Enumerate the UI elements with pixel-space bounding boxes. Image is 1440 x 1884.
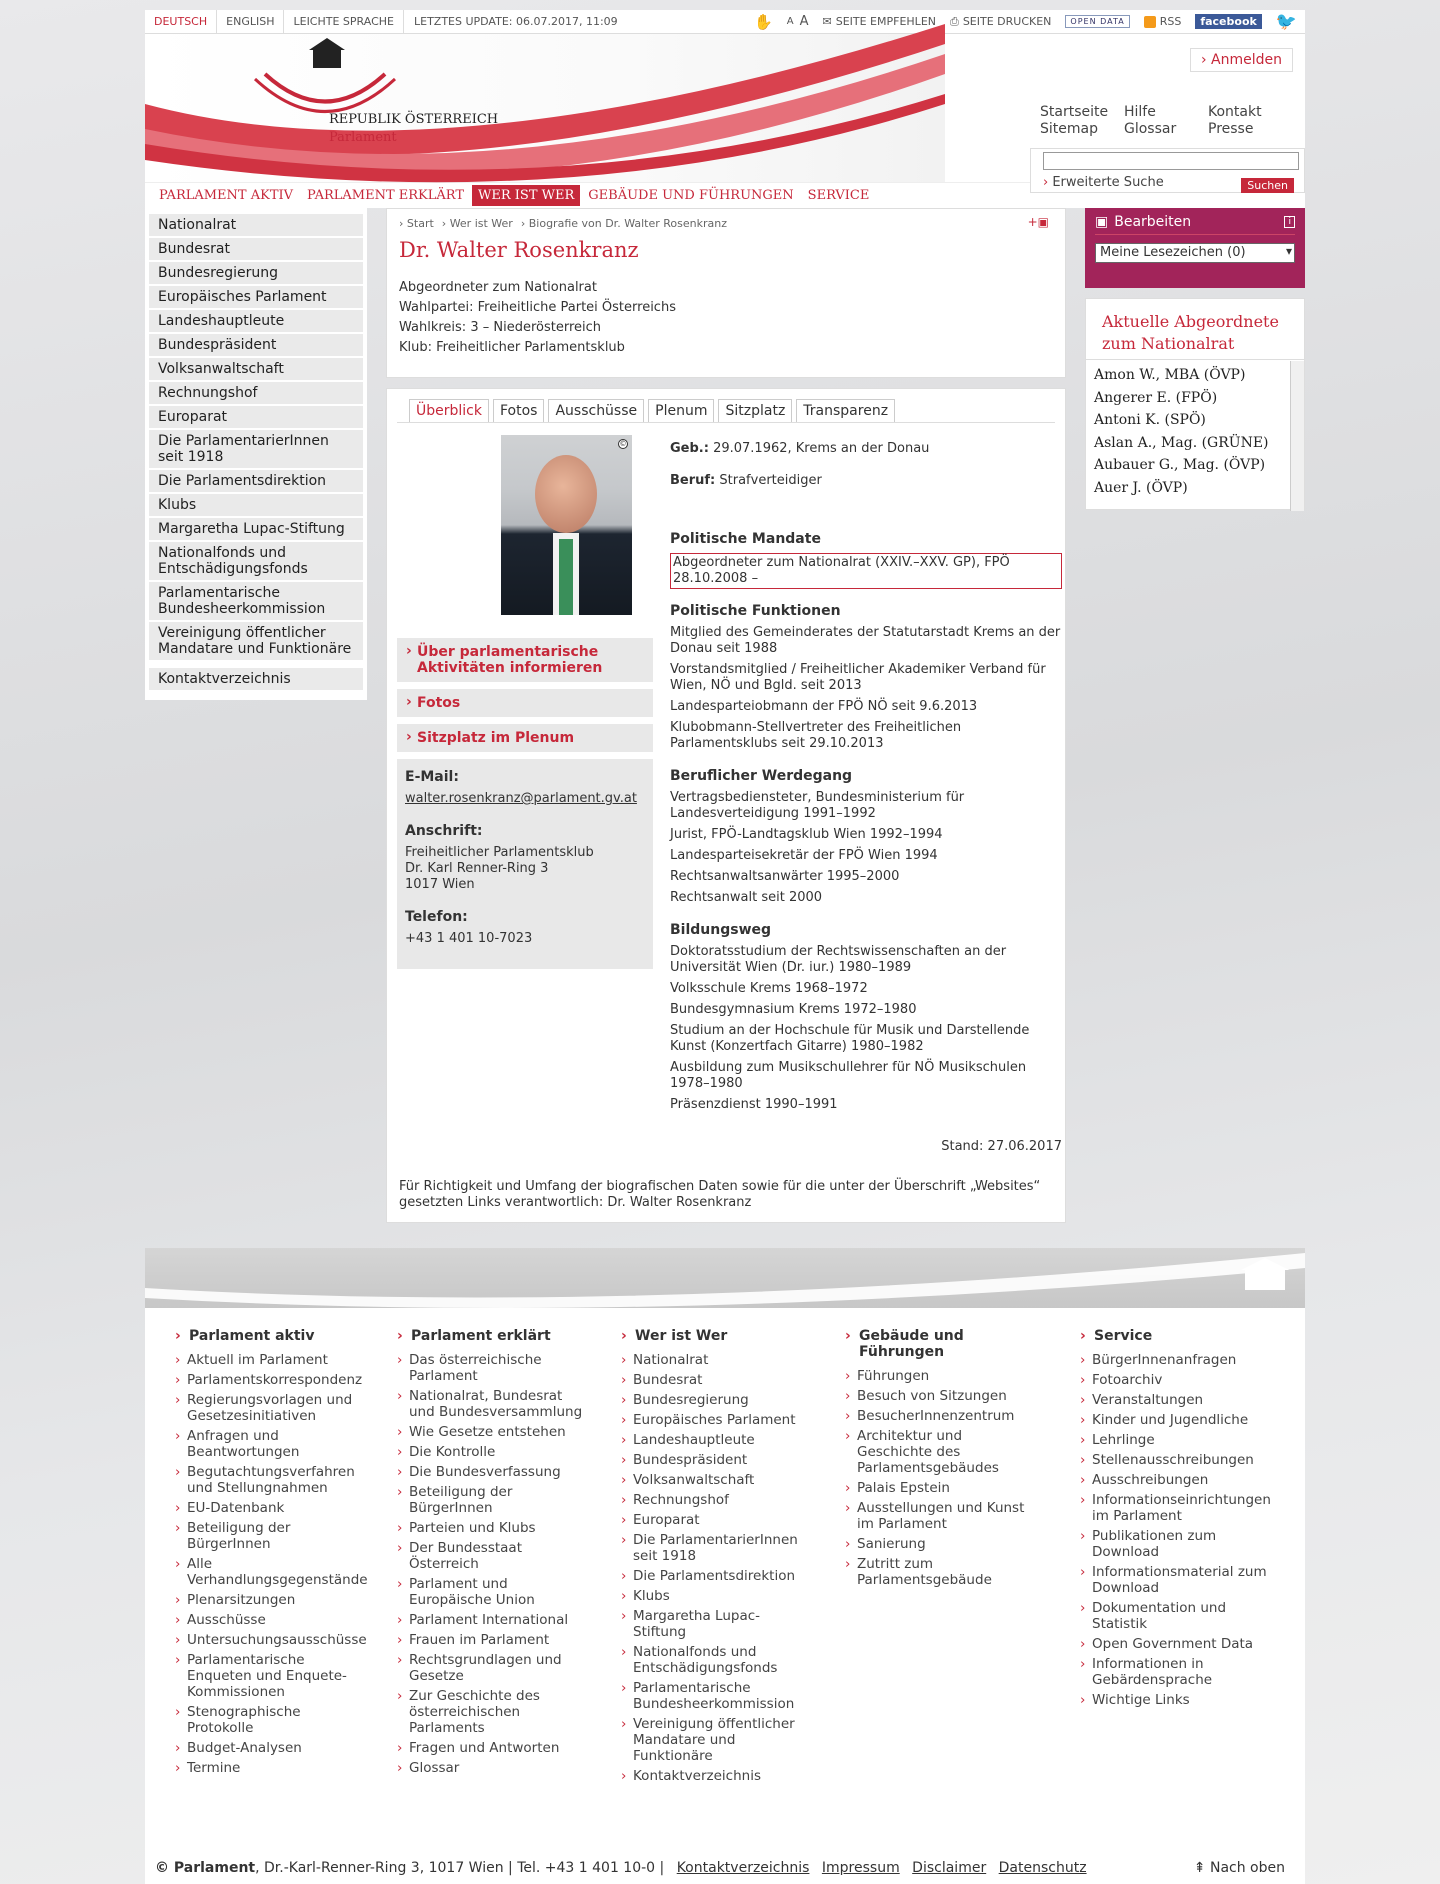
functions-heading: Politische Funktionen	[670, 603, 841, 619]
profile-tabs	[397, 389, 1055, 423]
nav-service[interactable]: SERVICE	[807, 188, 870, 203]
footer-link[interactable]: › Frauen im Parlament	[397, 1632, 587, 1648]
footer-link[interactable]: › Stenographische Protokolle	[175, 1704, 365, 1736]
footer-link[interactable]: › Parlament und Europäische Union	[397, 1576, 587, 1608]
breadcrumb-current: › Biografie von Dr. Walter Rosenkranz	[520, 217, 727, 230]
sidebar-item-nationalrat[interactable]: Nationalrat	[149, 214, 363, 236]
email-link[interactable]	[405, 791, 645, 807]
footer-link[interactable]: › Dokumentation und Statistik	[1080, 1600, 1280, 1632]
facebook-link[interactable]: facebook	[1195, 14, 1262, 29]
footer-link[interactable]: › Nationalfonds und Entschädigungsfonds	[621, 1644, 811, 1676]
footer-column-erklaert	[397, 1328, 587, 1780]
sidebar-item-bundesregierung[interactable]: Bundesregierung	[149, 262, 363, 284]
tab-plenum[interactable]: Plenum	[648, 399, 714, 422]
footer-link[interactable]: › Ausschüsse	[175, 1612, 365, 1628]
footer-link[interactable]: › Margaretha Lupac-Stiftung	[621, 1608, 811, 1640]
sidebar	[145, 208, 367, 700]
member-link[interactable]: Amon W., MBA (ÖVP)	[1094, 367, 1246, 383]
sidebar-item-landeshauptleute[interactable]: Landeshauptleute	[149, 310, 363, 332]
footer-link[interactable]: › Publikationen zum Download	[1080, 1528, 1280, 1560]
login-label: Anmelden	[1211, 52, 1282, 68]
advanced-search-link[interactable]: › Erweiterte Suche	[1043, 175, 1164, 190]
footer-link[interactable]: › Die Bundesverfassung	[397, 1464, 587, 1480]
footer-link[interactable]: › Europarat	[621, 1512, 811, 1528]
footer-link[interactable]: › Parlamentarische Enqueten und Enquete-Kommissionen	[175, 1652, 365, 1700]
site-footer	[145, 1248, 1305, 1884]
address-value	[405, 845, 645, 893]
footer-datenschutz-link[interactable]: Datenschutz	[998, 1860, 1087, 1876]
footer-link[interactable]: › Führungen	[845, 1368, 1035, 1384]
footer-disclaimer-link[interactable]: Disclaimer	[912, 1860, 987, 1876]
member-link[interactable]: Antoni K. (SPÖ)	[1094, 412, 1206, 428]
print-icon: ⎙	[950, 14, 959, 28]
breadcrumb	[387, 209, 1065, 230]
footer-link[interactable]: › Informationen in Gebärdensprache	[1080, 1656, 1280, 1688]
rss-link[interactable]	[1144, 15, 1182, 28]
copyright-icon[interactable]: ©	[619, 440, 627, 448]
function-item: Klubobmann-Stellvertreter des Freiheitlichen Parlamentsklubs seit 29.10.2013	[670, 720, 962, 751]
tab-ausschuesse[interactable]: Ausschüsse	[548, 399, 644, 422]
open-data-badge[interactable]: OPEN DATA	[1065, 15, 1129, 28]
footer-heading[interactable]: › Gebäude und Führungen	[845, 1328, 1035, 1360]
sidebar-item-klubs[interactable]: Klubs	[149, 494, 363, 516]
footer-link[interactable]: › Informationsmaterial zum Download	[1080, 1564, 1280, 1596]
sidebar-item-bundespraesident[interactable]: Bundespräsident	[149, 334, 363, 356]
footer-link[interactable]: › Kinder und Jugendliche	[1080, 1412, 1280, 1428]
tab-fotos[interactable]: Fotos	[493, 399, 544, 422]
mail-icon: ✉	[822, 15, 832, 28]
font-large-button[interactable]: A	[799, 14, 809, 29]
right-column	[1085, 208, 1305, 510]
rss-label: RSS	[1159, 15, 1182, 28]
footer-link[interactable]: › Parteien und Klubs	[397, 1520, 587, 1536]
twitter-icon[interactable]: 🐦	[1275, 11, 1297, 32]
footer-heading[interactable]: › Wer ist Wer	[621, 1328, 811, 1344]
seat-link[interactable]: › Sitzplatz im Plenum	[397, 724, 653, 752]
education-item: Studium an der Hochschule für Musik und Darstellende Kunst (Konzertfach Gitarre) 1980–1982	[670, 1023, 1030, 1054]
footer-column-aktiv	[175, 1328, 368, 1780]
footer-column-service	[1080, 1328, 1280, 1712]
email-value: walter.rosenkranz@parlament.gv.at	[405, 791, 637, 806]
sidebar-item-rechnungshof[interactable]: Rechnungshof	[149, 382, 363, 404]
career-item: Jurist, FPÖ-Landtagsklub Wien 1992–1994	[670, 827, 943, 842]
footer-link[interactable]: › Begutachtungsverfahren und Stellungnahmen	[175, 1464, 365, 1496]
footer-link[interactable]: › Bundesrat	[621, 1372, 811, 1388]
current-members-list	[1086, 360, 1304, 503]
footer-link[interactable]: › Ausschreibungen	[1080, 1472, 1280, 1488]
sidebar-item-parlamentsdirektion[interactable]: Die Parlamentsdirektion	[149, 470, 363, 492]
education-heading: Bildungsweg	[670, 922, 772, 938]
info-district: Wahlkreis: 3 – Niederösterreich	[399, 320, 601, 335]
nav-parlament-erklaert[interactable]: PARLAMENT ERKLÄRT	[307, 188, 465, 203]
member-link[interactable]: Angerer E. (FPÖ)	[1094, 389, 1218, 406]
member-link[interactable]: Aubauer G., Mag. (ÖVP)	[1094, 457, 1266, 473]
nav-gebaeude[interactable]: GEBÄUDE UND FÜHRUNGEN	[588, 188, 794, 203]
action-links	[397, 638, 653, 969]
footer-link[interactable]: › Die ParlamentarierInnen seit 1918	[621, 1532, 811, 1564]
footer-column-wer-ist-wer	[621, 1328, 811, 1788]
advanced-search-label: Erweiterte Suche	[1052, 175, 1164, 190]
breadcrumb-wer-ist-wer[interactable]: › Wer ist Wer	[441, 217, 513, 230]
font-small-button[interactable]: A	[786, 16, 794, 27]
footer-link[interactable]: › Fragen und Antworten	[397, 1740, 587, 1756]
footer-link[interactable]: › Parlamentarische Bundesheerkommission	[621, 1680, 811, 1712]
address-line1: Freiheitlicher Parlamentsklub	[405, 845, 594, 860]
footer-link[interactable]: › Parlament International	[397, 1612, 587, 1628]
profile-detail-box	[386, 388, 1066, 1223]
career-item: Rechtsanwalt seit 2000	[670, 890, 823, 905]
footer-link[interactable]: › Vereinigung öffentlicher Mandatare und Funktionäre	[621, 1716, 811, 1764]
footer-link[interactable]: › Die Parlamentsdirektion	[621, 1568, 811, 1584]
footer-link[interactable]: › Alle Verhandlungsgegenstände	[175, 1556, 365, 1588]
footer-link[interactable]: › Bundespräsident	[621, 1452, 811, 1468]
link-kontakt[interactable]: Kontakt	[1208, 104, 1262, 120]
education-item: Bundesgymnasium Krems 1972–1980	[670, 1002, 917, 1017]
sidebar-item-kontaktverzeichnis[interactable]: Kontaktverzeichnis	[149, 668, 363, 690]
footer-link[interactable]: › Die Kontrolle	[397, 1444, 587, 1460]
career-item: Vertragsbediensteter, Bundesministerium für Landesverteidigung 1991–1992	[670, 790, 965, 821]
sidebar-item-nationalfonds[interactable]: Nationalfonds und Entschädigungsfonds	[149, 542, 363, 580]
print-link[interactable]	[950, 15, 1051, 29]
stand-date: Stand: 27.06.2017	[941, 1139, 1062, 1154]
bookmark-add-icon[interactable]: +▣	[1027, 215, 1049, 229]
footer-link[interactable]: › Rechnungshof	[621, 1492, 811, 1508]
tab-sitzplatz[interactable]: Sitzplatz	[718, 399, 792, 422]
sidebar-item-lupac-stiftung[interactable]: Margaretha Lupac-Stiftung	[149, 518, 363, 540]
footer-link[interactable]: › Parlamentskorrespondenz	[175, 1372, 365, 1388]
sidebar-item-parlamentarierinnen[interactable]: Die ParlamentarierInnen seit 1918	[149, 430, 363, 468]
birth-info	[670, 441, 1062, 457]
page-title: Dr. Walter Rosenkranz	[399, 238, 639, 262]
print-label: SEITE DRUCKEN	[962, 15, 1052, 28]
arrow-up-icon: ⇞	[1193, 1860, 1206, 1876]
footer-link[interactable]: › Budget-Analysen	[175, 1740, 365, 1756]
bookmarks-header	[1095, 214, 1295, 235]
copyright-text: , Dr.-Karl-Renner-Ring 3, 1017 Wien | Tel. +43 1 401 10-0 |	[255, 1860, 665, 1876]
contact-box	[397, 759, 653, 969]
lang-leichte-sprache[interactable]: LEICHTE SPRACHE	[284, 10, 404, 34]
bookmarks-box	[1085, 208, 1305, 288]
footer-link[interactable]: › Open Government Data	[1080, 1636, 1280, 1652]
footer-heading[interactable]: › Service	[1080, 1328, 1280, 1344]
footer-link[interactable]: › Anfragen und Beantwortungen	[175, 1428, 365, 1460]
sidebar-item-vereinigung[interactable]: Vereinigung öffentlicher Mandatare und Funktionäre	[149, 622, 363, 660]
header-swoosh-graphic	[145, 34, 945, 182]
back-to-top-link[interactable]	[1194, 1860, 1285, 1876]
function-item: Mitglied des Gemeinderates der Statutarstadt Krems an der Donau seit 1988	[670, 625, 1061, 656]
footer-link[interactable]: › Nationalrat	[621, 1352, 811, 1368]
footer-link[interactable]: › Informationseinrichtungen im Parlament	[1080, 1492, 1280, 1524]
education-item: Ausbildung zum Musikschullehrer für NÖ Musikschulen 1978–1980	[670, 1060, 1027, 1091]
birth-label: Geb.:	[670, 441, 709, 456]
footer-impressum-link[interactable]: Impressum	[821, 1860, 900, 1876]
footer-heading[interactable]: › Parlament aktiv	[175, 1328, 365, 1344]
tab-ueberblick[interactable]: Überblick	[409, 399, 489, 422]
copyright-bold: © Parlament	[155, 1860, 256, 1876]
footer-link[interactable]: › EU-Datenbank	[175, 1500, 365, 1516]
mandate-heading: Politische Mandate	[670, 531, 821, 547]
footer-link[interactable]: › Der Bundesstaat Österreich	[397, 1540, 587, 1572]
profession-info	[670, 473, 1062, 489]
footer-link[interactable]: › BesucherInnenzentrum	[845, 1408, 1035, 1424]
breadcrumb-start-label: Start	[406, 217, 434, 230]
tab-transparenz[interactable]: Transparenz	[796, 399, 895, 422]
footer-link[interactable]: › Termine	[175, 1760, 365, 1776]
footer-link[interactable]: › Bundesregierung	[621, 1392, 811, 1408]
bookmarks-edit[interactable]: Bearbeiten	[1114, 214, 1192, 230]
function-item: Landesparteiobmann der FPÖ NÖ seit 9.6.2013	[670, 699, 978, 714]
info-club: Klub: Freiheitlicher Parlamentsklub	[399, 340, 625, 355]
footer-link[interactable]: › Fotoarchiv	[1080, 1372, 1280, 1388]
footer-link[interactable]: › Klubs	[621, 1588, 811, 1604]
bookmarks-select[interactable]: Meine Lesezeichen (0) ▾	[1095, 243, 1295, 263]
sidebar-item-volksanwaltschaft[interactable]: Volksanwaltschaft	[149, 358, 363, 380]
sidebar-item-bundesheerkommission[interactable]: Parlamentarische Bundesheerkommission	[149, 582, 363, 620]
info-role: Abgeordneter zum Nationalrat	[399, 280, 597, 295]
portrait-face	[535, 455, 597, 533]
brand-line1: REPUBLIK ÖSTERREICH	[329, 112, 499, 127]
search-input[interactable]	[1043, 152, 1299, 170]
portrait-tie	[559, 539, 573, 615]
education-item: Doktoratsstudium der Rechtswissenschaften an der Universität Wien (Dr. iur.) 1980–1989	[670, 944, 1007, 975]
lang-deutsch[interactable]: DEUTSCH	[145, 10, 217, 34]
lang-english[interactable]: ENGLISH	[217, 10, 284, 34]
birth-value: 29.07.1962, Krems an der Donau	[713, 441, 930, 456]
profession-label: Beruf:	[670, 473, 716, 488]
profession-value: Strafverteidiger	[719, 473, 822, 488]
footer-link[interactable]: › Untersuchungsausschüsse	[175, 1632, 365, 1648]
recommend-link[interactable]	[823, 15, 937, 28]
footer-link[interactable]: › Rechtsgrundlagen und Gesetze	[397, 1652, 587, 1684]
members-scrollbar[interactable]	[1290, 361, 1304, 511]
activities-link[interactable]: › Über parlamentarische Aktivitäten informieren	[397, 638, 653, 682]
header-links	[1040, 104, 1292, 137]
footer-bottom	[155, 1860, 1087, 1876]
link-startseite[interactable]: Startseite	[1040, 104, 1109, 120]
footer-link[interactable]: › Wie Gesetze entstehen	[397, 1424, 587, 1440]
sign-language-icon[interactable]: ✋	[754, 12, 773, 31]
search-button[interactable]: Suchen	[1241, 178, 1294, 193]
sidebar-item-eu-parlament[interactable]: Europäisches Parlament	[149, 286, 363, 308]
header-banner	[145, 34, 945, 182]
footer-swoosh-graphic	[145, 1248, 1305, 1308]
footer-heading[interactable]: › Parlament erklärt	[397, 1328, 587, 1344]
breadcrumb-wer-ist-wer-label: Wer ist Wer	[449, 217, 513, 230]
footer-link[interactable]: › Veranstaltungen	[1080, 1392, 1280, 1408]
link-glossar[interactable]: Glossar	[1124, 121, 1177, 137]
biography	[670, 423, 1062, 1155]
last-update: LETZTES UPDATE: 06.07.2017, 11:09	[413, 15, 618, 28]
footer-column-gebaeude	[845, 1328, 1035, 1592]
function-item: Vorstandsmitglied / Freiheitlicher Akademiker Verband für Wien, NÖ und Bgld. seit 2013	[670, 662, 1046, 693]
page-wrapper	[145, 10, 1305, 1210]
nav-wer-ist-wer[interactable]: WER IST WER	[472, 185, 580, 206]
education-item: Präsenzdienst 1990–1991	[670, 1097, 838, 1112]
top-bar	[145, 10, 1305, 34]
breadcrumb-start[interactable]: › Start	[399, 217, 434, 230]
footer-link[interactable]: › Beteiligung der BürgerInnen	[175, 1520, 365, 1552]
footer-link[interactable]: › Besuch von Sitzungen	[845, 1388, 1035, 1404]
footer-link[interactable]: › Glossar	[397, 1760, 587, 1776]
site-header	[145, 34, 1305, 192]
breadcrumb-current-label: Biografie von Dr. Walter Rosenkranz	[528, 217, 727, 230]
footer-link[interactable]: › Architektur und Geschichte des Parlamentsgebäudes	[845, 1428, 1035, 1476]
footer-link[interactable]: › Volksanwaltschaft	[621, 1472, 811, 1488]
rss-icon	[1144, 16, 1156, 28]
footer-link[interactable]: › Zur Geschichte des österreichischen Parlaments	[397, 1688, 587, 1736]
search-box	[1030, 148, 1305, 193]
footer-link[interactable]: › Kontaktverzeichnis	[621, 1768, 811, 1784]
address-line2: Dr. Karl Renner-Ring 3	[405, 861, 549, 876]
login-button[interactable]: › Anmelden	[1190, 48, 1293, 72]
link-sitemap[interactable]: Sitemap	[1040, 121, 1098, 137]
footer-link[interactable]: › Landeshauptleute	[621, 1432, 811, 1448]
footer-link[interactable]: › Palais Epstein	[845, 1480, 1035, 1496]
link-hilfe[interactable]: Hilfe	[1124, 104, 1156, 120]
phone-label: Telefon:	[405, 909, 468, 925]
current-members-box	[1085, 298, 1305, 510]
portrait-photo	[501, 435, 632, 615]
brand-line2: Parlament	[329, 130, 397, 145]
footer-link[interactable]: › Wichtige Links	[1080, 1692, 1280, 1708]
bookmark-icon: ▣	[1095, 214, 1109, 230]
footer-link[interactable]: › Zutritt zum Parlamentsgebäude	[845, 1556, 1035, 1588]
education-item: Volksschule Krems 1968–1972	[670, 981, 868, 996]
main-content	[386, 208, 1066, 1223]
info-party: Wahlpartei: Freiheitliche Partei Österreichs	[399, 300, 676, 315]
phone-value: +43 1 401 10-7023	[405, 931, 533, 946]
footer-link[interactable]: › Ausstellungen und Kunst im Parlament	[845, 1500, 1035, 1532]
footer-link[interactable]: › Beteiligung der BürgerInnen	[397, 1484, 587, 1516]
career-item: Rechtsanwaltsanwärter 1995–2000	[670, 869, 900, 884]
nav-parlament-aktiv[interactable]: PARLAMENT AKTIV	[159, 188, 294, 203]
footer-link[interactable]: › Sanierung	[845, 1536, 1035, 1552]
footer-link[interactable]: › Stellenausschreibungen	[1080, 1452, 1280, 1468]
footer-link[interactable]: › Lehrlinge	[1080, 1432, 1280, 1448]
tab-panel	[387, 423, 1065, 1183]
footer-contact-link[interactable]: Kontaktverzeichnis	[676, 1860, 810, 1876]
sidebar-item-europarat[interactable]: Europarat	[149, 406, 363, 428]
footer-link[interactable]: › Europäisches Parlament	[621, 1412, 811, 1428]
member-link[interactable]: Aslan A., Mag. (GRÜNE)	[1094, 434, 1269, 451]
mandate-entry: Abgeordneter zum Nationalrat (XXIV.–XXV. GP), FPÖ 28.10.2008 –	[670, 553, 1062, 589]
link-presse[interactable]: Presse	[1208, 121, 1254, 137]
footer-link[interactable]: › Nationalrat, Bundesrat und Bundesversammlung	[397, 1388, 587, 1420]
address-line3: 1017 Wien	[405, 877, 475, 892]
profile-header-box	[386, 208, 1066, 378]
back-to-top-label: Nach oben	[1209, 1860, 1285, 1876]
email-label: E-Mail:	[405, 769, 459, 785]
career-item: Landesparteisekretär der FPÖ Wien 1994	[670, 848, 938, 863]
info-icon[interactable]: i	[1284, 216, 1295, 228]
footer-link[interactable]: › Das österreichische Parlament	[397, 1352, 587, 1384]
member-link[interactable]: Auer J. (ÖVP)	[1094, 479, 1188, 496]
profile-info	[387, 278, 1065, 372]
footer-band	[145, 1248, 1305, 1308]
current-members-title: Aktuelle Abgeordnete zum Nationalrat	[1086, 299, 1304, 360]
footer-link[interactable]: › Aktuell im Parlament	[175, 1352, 365, 1368]
footer-link[interactable]: › Regierungsvorlagen und Gesetzesinitiativen	[175, 1392, 365, 1424]
address-label: Anschrift:	[405, 823, 483, 839]
photos-link[interactable]: › Fotos	[397, 689, 653, 717]
tool-links	[754, 12, 1305, 32]
recommend-label: SEITE EMPFEHLEN	[835, 15, 936, 28]
career-heading: Beruflicher Werdegang	[670, 768, 853, 784]
disclaimer-text: Für Richtigkeit und Umfang der biografischen Daten sowie für die unter der Überschrift „Websites“ gesetzten Links verantwortlich: Dr. Walter Rosenkranz	[399, 1179, 1041, 1210]
footer-link[interactable]: › Plenarsitzungen	[175, 1592, 365, 1608]
sidebar-item-bundesrat[interactable]: Bundesrat	[149, 238, 363, 260]
footer-link[interactable]: › BürgerInnenanfragen	[1080, 1352, 1280, 1368]
